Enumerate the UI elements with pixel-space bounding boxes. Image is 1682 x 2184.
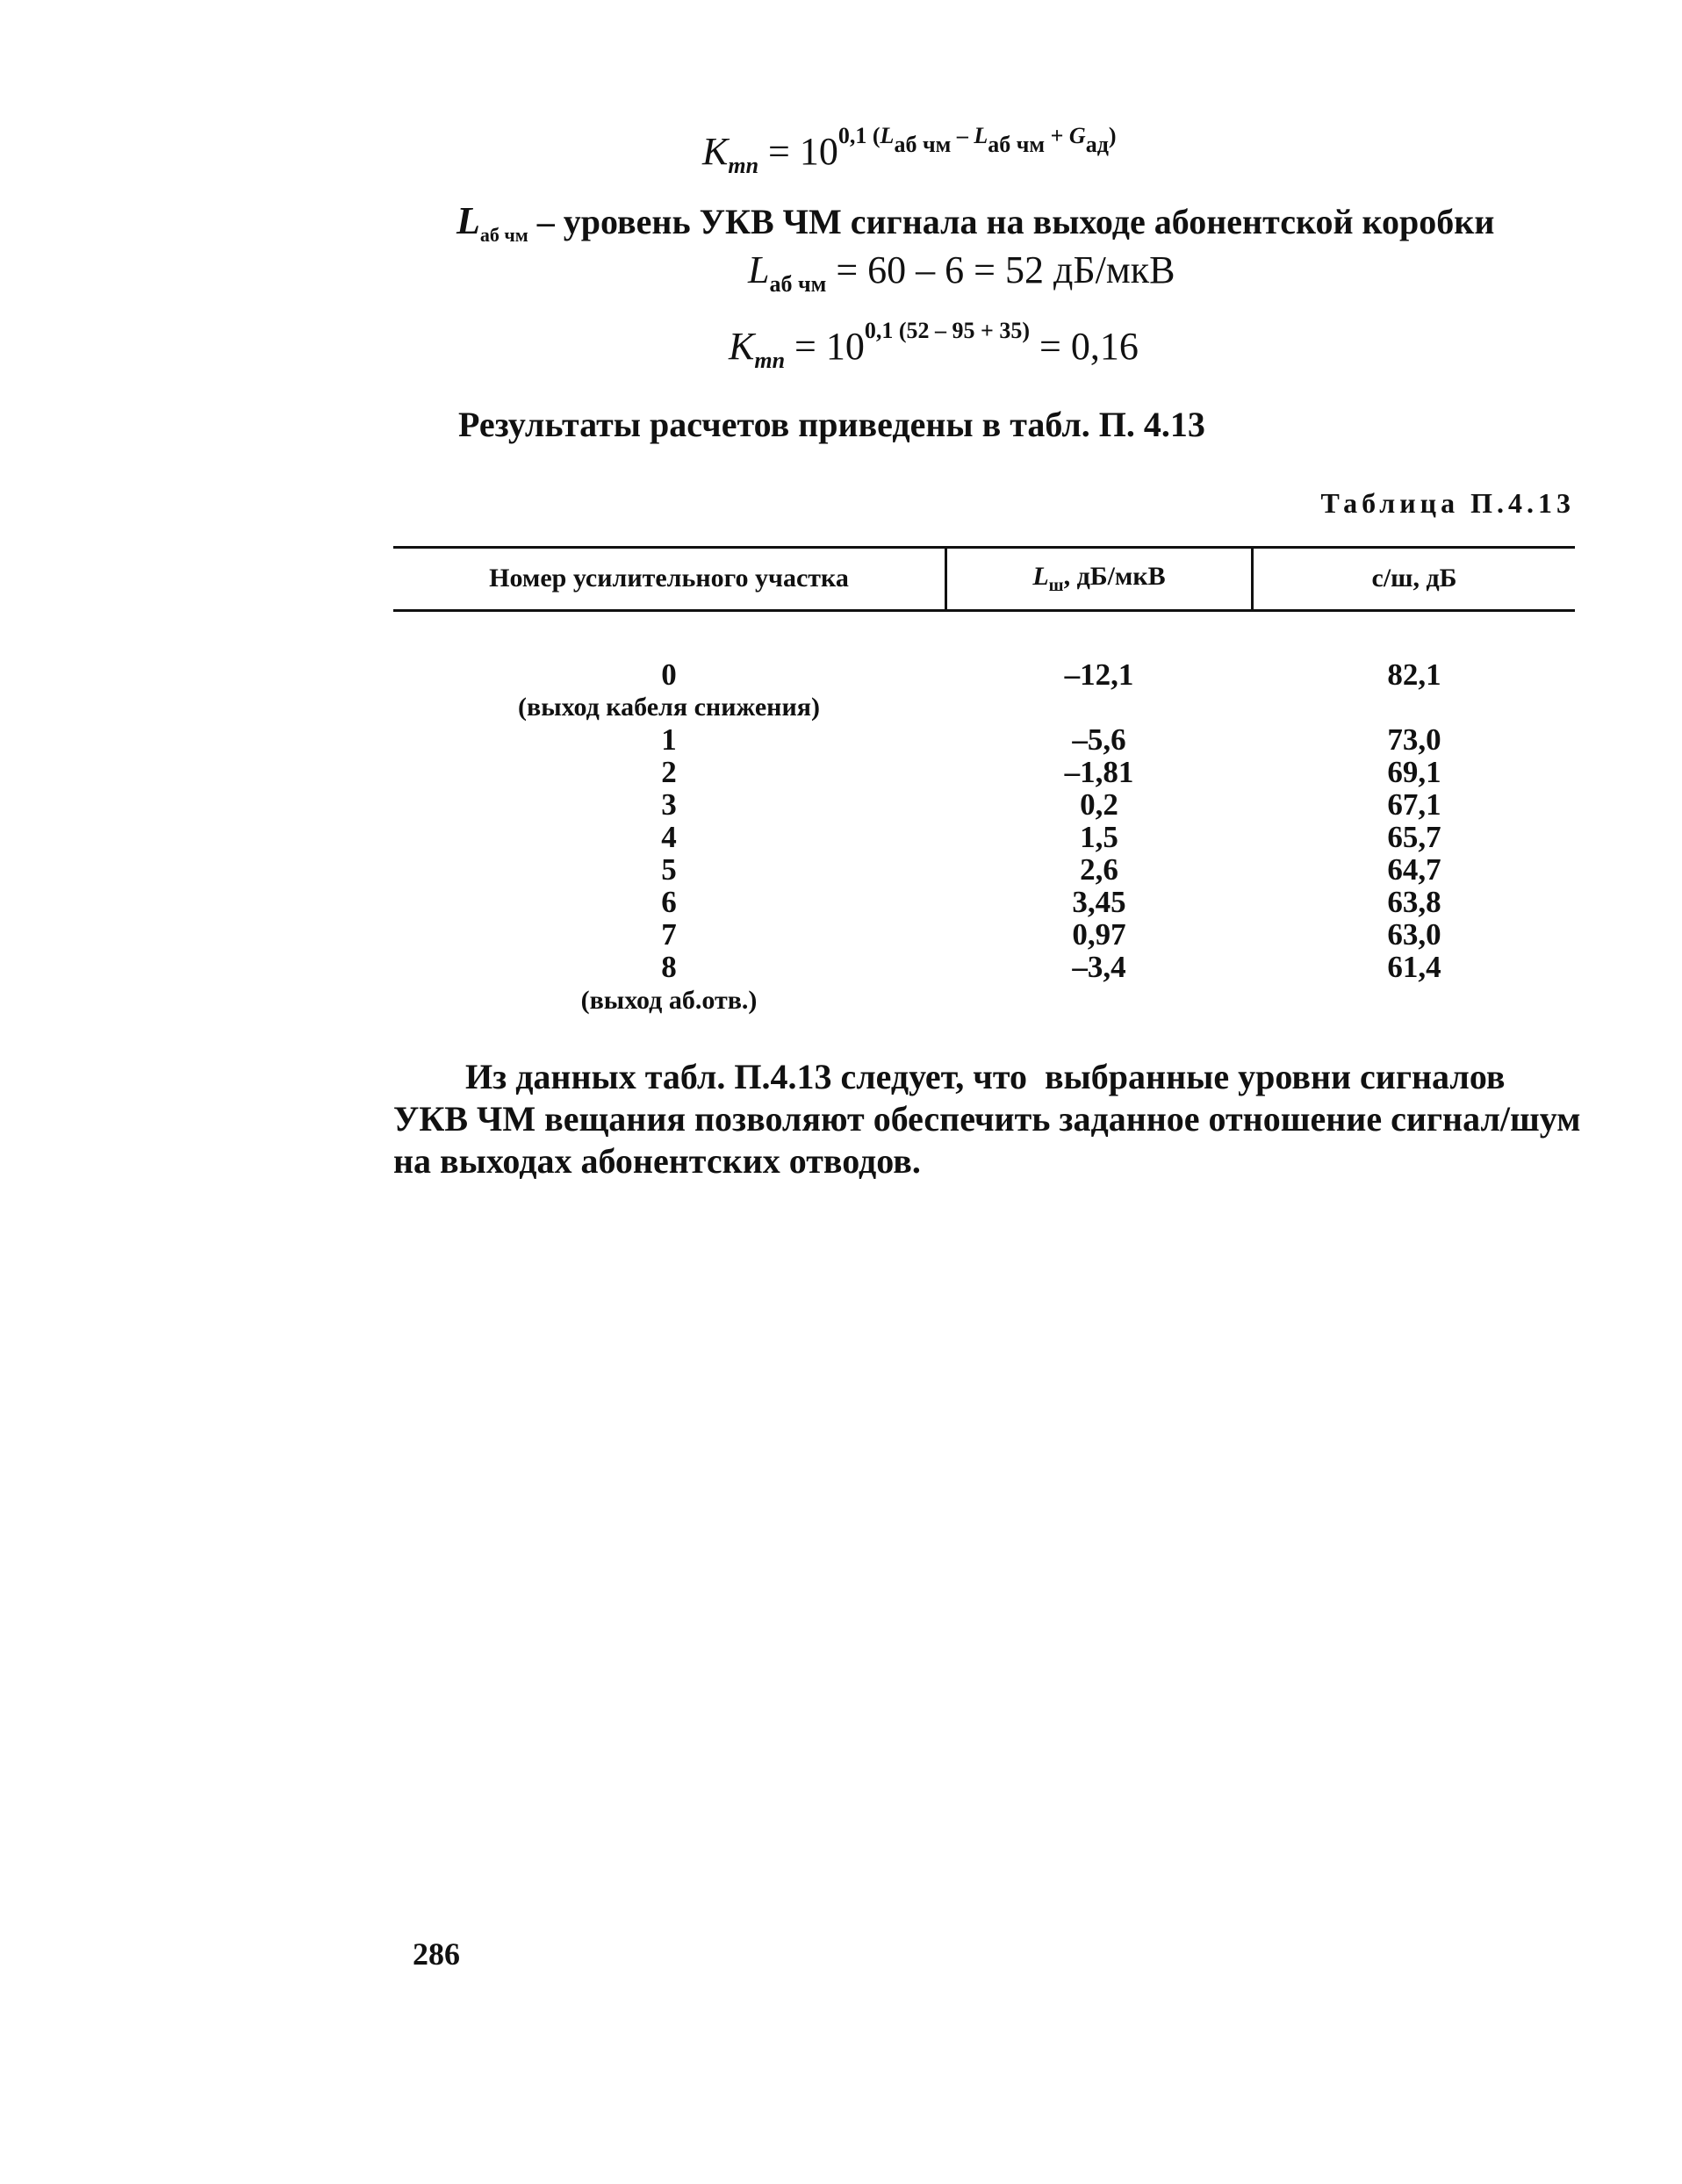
table-cell-noise-level: 2,6 (1080, 852, 1118, 887)
conclusion-line-1: Из данных табл. П.4.13 следует, что выбранные уровни сигналов (465, 1057, 1506, 1096)
table-cell-snr: 64,7 (1387, 852, 1441, 887)
table-cell-snr: 65,7 (1387, 820, 1441, 854)
definition-line: $L_{аб чм}$ – уровень УКВ ЧМ сигнала на выходе абонентской коробки (456, 199, 1495, 246)
table-cell-snr: 82,1 (1387, 657, 1441, 692)
table-cell-section-note: (выход кабеля снижения) (518, 693, 820, 722)
table-cell-section: 6 (661, 885, 677, 919)
table-cell-noise-level: 0,2 (1080, 787, 1118, 822)
table-cell-snr: 61,4 (1387, 950, 1441, 984)
results-sentence: Результаты расчетов приведены в табл. П. 4.13 (458, 405, 1205, 444)
header-noise-level: $L_ш$, дБ/мкВ (1032, 562, 1166, 595)
table-cell-noise-level: –12,1 (1064, 657, 1134, 692)
formula-lab-value: $L_{аб чм} = 60 - 6 = 52$ дБ/мкВ (748, 248, 1175, 297)
table-cell-section: 5 (661, 852, 677, 887)
table-cell-section: 8 (661, 950, 677, 984)
table-cell-section: 1 (661, 722, 677, 757)
formula-kmn-value: $K_{mn} = 10^{0,1 (52 - 95 + 35)} = 0,16$ (729, 318, 1139, 373)
table-cell-noise-level: –3,4 (1072, 950, 1126, 984)
conclusion-paragraph (393, 1056, 1580, 1182)
table-caption: Таблица П.4.13 (1320, 487, 1575, 519)
table-cell-noise-level: 1,5 (1080, 820, 1118, 854)
table-header-rule (393, 609, 1575, 612)
table-cell-noise-level: 3,45 (1072, 885, 1126, 919)
table-cell-section: 2 (661, 755, 677, 789)
table-cell-snr: 73,0 (1387, 722, 1441, 757)
table-cell-section: 0 (661, 657, 677, 692)
table-cell-noise-level: 0,97 (1072, 917, 1126, 952)
header-section-number: Номер усилительного участка (489, 564, 849, 593)
table-cell-noise-level: –5,6 (1072, 722, 1126, 757)
table-cell-snr: 67,1 (1387, 787, 1441, 822)
conclusion-line-2: УКВ ЧМ вещания позволяют обеспечить заданное отношение сигнал/шум (393, 1099, 1581, 1139)
page-number: 286 (413, 1936, 460, 1972)
table-cell-section: 3 (661, 787, 677, 822)
table-top-rule (393, 546, 1575, 549)
table-cell-snr: 69,1 (1387, 755, 1441, 789)
formula-kmn-general: $K_{mn} = 10^{0,1 (L_{аб чм} - L_{аб чм} + G_{ад})}$ (702, 123, 1117, 178)
table-cell-snr: 63,8 (1387, 885, 1441, 919)
conclusion-line-3: на выходах абонентских отводов. (393, 1141, 921, 1181)
table-cell-snr: 63,0 (1387, 917, 1441, 952)
table-cell-section: 7 (661, 917, 677, 952)
table-cell-section: 4 (661, 820, 677, 854)
table-cell-section-note: (выход аб.отв.) (580, 986, 758, 1015)
header-snr: с/ш, дБ (1371, 564, 1457, 593)
table-cell-noise-level: –1,81 (1064, 755, 1134, 789)
